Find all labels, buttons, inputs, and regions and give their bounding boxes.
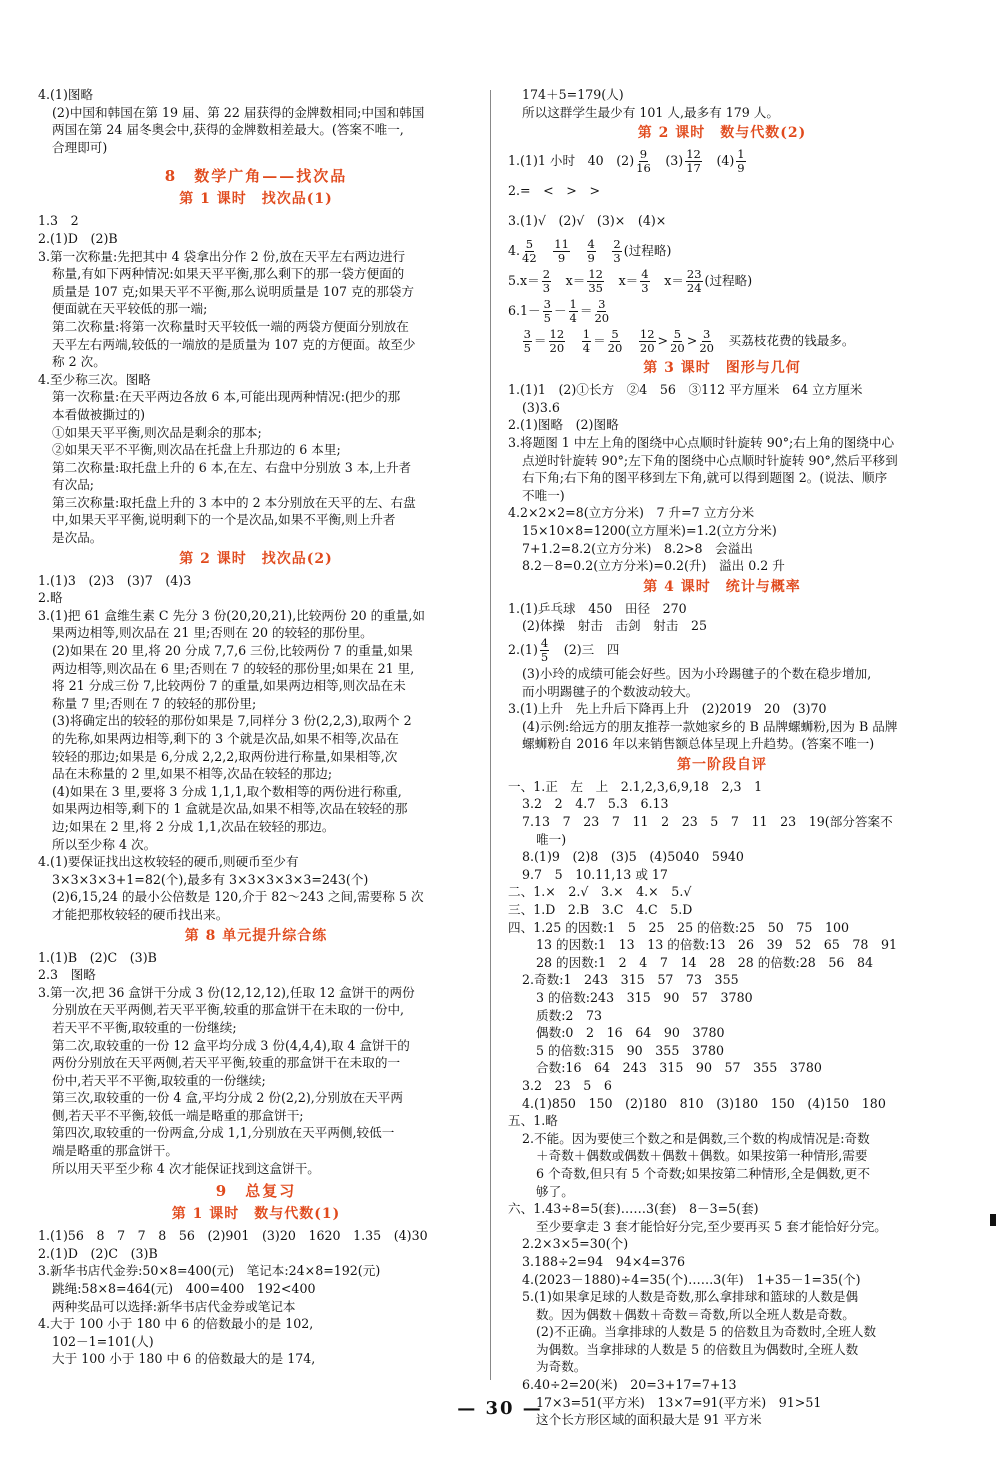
numerator: 2: [613, 237, 621, 252]
numerator: 3: [598, 297, 606, 312]
text-line: ＋奇数＋偶数或偶数＋偶数＋偶数。如果按第一种情形,需要: [536, 1148, 868, 1164]
text-line: 1.(1)1 (2)①长方 ②4 56 ③112 平方厘米 64 立方厘米: [508, 382, 863, 398]
section-heading: 第 1 课时 找次品(1): [179, 191, 333, 208]
fraction: [636, 148, 651, 175]
section-heading: 第 1 课时 数与代数(1): [171, 1206, 341, 1223]
inline-text: (过程略): [623, 243, 672, 259]
inline-text: [508, 333, 521, 348]
text-line: 3.2 23 5 6: [522, 1077, 612, 1093]
text-line: (4)如果在 3 里,要将 3 分成 1,1,1,取个数相等的两份进行称重,: [52, 783, 402, 799]
text-line: 3.(1)把 61 盒维生素 C 先分 3 份(20,20,21),比较两份 20 的重量,如: [38, 607, 425, 623]
denominator: 20: [594, 311, 610, 326]
denominator: 5: [543, 311, 551, 326]
denominator: 9: [737, 161, 745, 176]
text-line: 17×3=51(平方米) 13×7=91(平方米) 91>51: [536, 1394, 822, 1410]
fraction: [543, 298, 552, 325]
text-line: 两边相等,则次品在 6 里;否则在 7 的较轻的那份里;如果在 21 里,: [52, 660, 415, 676]
text-line: 2.(1)D (2)B: [38, 230, 118, 246]
text-line: 所以这群学生最少有 101 人,最多有 179 人。: [522, 104, 779, 120]
denominator: 4: [582, 341, 591, 356]
text-line: 4.(1)850 150 (2)180 810 (3)180 150 (4)150 180: [522, 1095, 886, 1111]
numerator: 1: [737, 147, 745, 162]
text-line: 便面就在天平较低的那一端;: [52, 301, 208, 317]
text-line: 1.(1)3 (2)3 (3)7 (4)3: [38, 572, 192, 588]
text-line: 数。因为偶数＋偶数＋奇数＝奇数,所以全班人数是奇数。: [536, 1306, 855, 1322]
text-line: 称 2 次。: [52, 354, 106, 370]
right-block-a: [508, 86, 936, 144]
denominator: 9: [587, 251, 595, 266]
numerator: 12: [549, 327, 565, 342]
inline-text: (过程略): [704, 273, 753, 289]
fraction: [686, 268, 703, 295]
fraction-row: [508, 176, 936, 206]
text-line: 2.3 图略: [38, 967, 96, 983]
numerator: 2: [542, 267, 551, 282]
inline-text: ＝: [593, 333, 606, 349]
text-line: 7+1.2=8.2(立方分米) 8.2>8 会溢出: [522, 540, 753, 556]
denominator: 17: [686, 161, 701, 176]
fraction: [685, 148, 702, 175]
inline-text: ＝: [533, 333, 547, 349]
text-line: 这个长方形区域的面积最大是 91 平方米: [536, 1412, 762, 1428]
text-line: ①如果天平平衡,则次品是剩余的那本;: [52, 424, 262, 440]
fraction-row: [508, 266, 936, 296]
inline-text: 4.: [508, 243, 521, 259]
numerator: 11: [554, 237, 569, 252]
text-line: 4.2×2×2=8(立方分米) 7 升=7 立方分米: [508, 505, 755, 521]
text-line: 而小明踢毽子的个数波动较大。: [522, 683, 699, 699]
text-line: 5.(1)如果拿足球的人数是奇数,那么拿排球和篮球的人数是偶: [522, 1289, 859, 1305]
text-line: 3 的倍数:243 315 90 57 3780: [536, 990, 753, 1005]
numerator: 1: [582, 327, 591, 342]
text-line: 3.188÷2=94 94×4=376: [522, 1253, 685, 1269]
text-line: 将 21 分成三份 7,比较两份 7 的重量,如果两边相等,则次品在未: [52, 678, 406, 694]
inline-text: x＝: [605, 273, 639, 289]
fraction-row: [508, 296, 936, 326]
text-line: 1.(1)56 8 7 7 8 56 (2)901 (3)20 1620 1.35 (4)30: [38, 1228, 428, 1244]
text-line: 13 的因数:1 13 13 的倍数:13 26 39 52 65 78 91: [536, 937, 898, 953]
fraction: [553, 238, 570, 265]
text-line: 174＋5=179(人): [522, 87, 624, 102]
fraction: [542, 268, 551, 295]
text-line: 6 个奇数,但只有 5 个奇数;如果按第二种情形,全是偶数,更不: [536, 1165, 870, 1181]
text-line: (2)体操 射击 击剑 射击 25: [522, 618, 707, 634]
text-line: 跳绳:58×8=464(元) 400=400 192<400: [52, 1281, 316, 1297]
inline-text: [539, 243, 552, 258]
text-line: 点逆时针旋转 90°;左下角的图绕中心点顺时针旋转 90°,然后平移到: [522, 452, 898, 468]
inline-text: [567, 333, 580, 348]
numerator: 9: [639, 147, 648, 162]
numerator: 5: [611, 327, 619, 342]
text-line: 天平左右两端,较低的一端放的是质量为 107 克的方便面。故至少: [52, 336, 416, 352]
denominator: 20: [670, 341, 685, 356]
text-line: 质量是 107 克;如果天平不平衡,那么说明质量是 107 克的那袋方: [52, 283, 414, 299]
text-line: (3)3.6: [522, 399, 560, 415]
text-line: 1.(1)B (2)C (3)B: [38, 949, 157, 965]
text-line: 2.奇数:1 243 315 57 73 355: [522, 972, 739, 988]
inline-text: ＝: [579, 303, 593, 319]
text-line: 边;如果在 2 里,将 2 分成 1,1,次品在较轻的那边。: [52, 818, 335, 834]
numerator: 5: [673, 327, 682, 342]
text-line: 第四次,取较重的一份两盒,分成 1,1,分别放在天平两侧,较低一: [52, 1125, 395, 1141]
text-line: 两份分别放在天平两侧,若天平平衡,较重的那盒饼干在未取的一: [52, 1055, 401, 1071]
inline-text: (3): [652, 153, 684, 169]
fraction-block: [508, 146, 936, 356]
fraction: [612, 238, 621, 265]
inline-text: (2)三 四: [551, 641, 620, 657]
inline-text: x＝: [651, 273, 684, 289]
inline-text: 买荔枝花费的钱最多。: [715, 333, 855, 349]
denominator: 16: [636, 161, 651, 176]
inline-text: [572, 243, 585, 258]
text-line: 合理即可): [52, 139, 108, 155]
column-divider: [490, 90, 491, 1380]
fraction: [587, 238, 596, 265]
text-line: (4)示例:给远方的朋友推荐一款她家乡的 B 品牌螺蛳粉,因为 B 品牌: [522, 718, 898, 734]
text-line: [38, 156, 474, 162]
text-line: 两国在第 24 届冬奥会中,获得的金牌数相差最大。(答案不唯一,: [52, 122, 404, 138]
numerator: 4: [540, 635, 549, 650]
numerator: 3: [702, 327, 711, 342]
denominator: 20: [549, 341, 565, 356]
text-line: 第二次,取较重的一份 12 盒平均分成 3 份(4,4,4),取 4 盒饼干的: [52, 1037, 410, 1053]
text-line: 较轻的那边;如果是 6,分成 2,2,2,取两份进行称量,如果相等,次: [52, 748, 398, 764]
fraction-row: [508, 206, 936, 236]
text-line: 份中,若天平不平衡,取较重的一份继续;: [52, 1072, 266, 1088]
text-line: 本看做被撕过的): [52, 406, 146, 422]
numerator: 3: [523, 327, 531, 342]
inline-text: [624, 333, 637, 348]
text-line: (3)小玲的成绩可能会好些。因为小玲踢毽子的个数在稳步增加,: [522, 665, 872, 681]
text-line: 2.2×3×5=30(个): [522, 1236, 629, 1252]
text-line: 称量 7 里;否则在 7 的较轻的那份里;: [52, 695, 257, 711]
text-line: 大于 100 小于 180 中 6 的倍数最大的是 174,: [52, 1351, 316, 1367]
text-line: 8.2－8=0.2(立方分米)=0.2(升) 溢出 0.2 升: [522, 558, 785, 574]
inline-text: >: [686, 333, 698, 349]
inline-text: >: [657, 333, 669, 349]
left-column: [38, 86, 474, 1368]
text-line: 品在未称量的 2 里,如果不相等,次品在较轻的那边;: [52, 766, 333, 782]
denominator: 3: [542, 281, 551, 296]
text-line: 够了。: [536, 1183, 574, 1199]
numerator: 12: [588, 267, 603, 282]
section-heading: 第 2 课时 找次品(2): [179, 550, 333, 567]
text-line: 分别放在天平两侧,若天平平衡,较重的那盒饼干在未取的一份中,: [52, 1002, 405, 1018]
denominator: 3: [613, 251, 621, 266]
text-line: 不唯一): [522, 487, 565, 503]
section-heading: 第 2 课时 数与代数(2): [637, 125, 807, 142]
section-heading: 第 8 单元提升综合练: [184, 927, 328, 944]
fraction: [549, 328, 566, 355]
text-line: 2.(1)D (2)C (3)B: [38, 1245, 158, 1261]
text-line: 二、1.× 2.√ 3.× 4.× 5.√: [508, 884, 692, 900]
text-line: 4.大于 100 小于 180 中 6 的倍数最小的是 102,: [38, 1316, 314, 1332]
section-heading: 9 总复习: [215, 1182, 297, 1201]
text-line: 中,如果天平平衡,说明剩下的一个是次品,如果不平衡,则上升者: [52, 512, 396, 528]
edge-mark: [990, 1214, 996, 1226]
text-line: 称量,有如下两种情况:如果天平平衡,那么剩下的那一袋方便面的: [52, 266, 405, 282]
text-line: 螺蛳粉自 2016 年以来销售额总体呈现上升趋势。(答案不唯一): [522, 736, 875, 752]
numerator: 12: [686, 147, 701, 162]
denominator: 5: [540, 649, 549, 664]
fraction: [594, 298, 609, 325]
inline-text: 6.1－: [508, 303, 541, 319]
right-block-c: [508, 665, 936, 1429]
text-line: 合数:16 64 243 315 90 57 355 3780: [536, 1060, 822, 1076]
denominator: 20: [607, 341, 623, 356]
numerator: 4: [587, 237, 595, 252]
text-line: 4.至少称三次。图略: [38, 371, 151, 387]
text-line: 第二次称量:将第一次称量时天平较低一端的两袋方便面分别放在: [52, 318, 409, 334]
text-line: 为偶数。当拿排球的人数是 5 的倍数且为偶数时,全班人数: [536, 1341, 859, 1357]
text-line: (2)6,15,24 的最小公倍数是 120,介于 82～243 之间,需要称 5 次: [52, 889, 424, 905]
text-line: 3×3×3×3+1=82(个),最多有 3×3×3×3×3=243(个): [52, 871, 369, 887]
fraction: [736, 148, 745, 175]
text-line: 第三次,取较重的一份 4 盒,平均分成 2 份(2,2),分别放在天平两: [52, 1090, 403, 1106]
fraction: [699, 328, 714, 355]
section-heading: 第 3 课时 图形与几何: [643, 360, 801, 377]
fraction: [540, 637, 549, 664]
denominator: 24: [686, 281, 702, 296]
text-line: 为奇数。: [536, 1359, 587, 1375]
denominator: 3: [641, 281, 649, 296]
numerator: 1: [569, 297, 577, 312]
right-column: [508, 86, 936, 1429]
fraction: [522, 238, 537, 265]
fraction-row: [508, 236, 936, 266]
text-line: 四、1.25 的因数:1 5 25 25 的倍数:25 50 75 100: [508, 919, 850, 935]
text-line: 质数:2 73: [536, 1007, 603, 1023]
fraction: [523, 328, 532, 355]
text-line: 至少要拿走 3 套才能恰好分完,至少要再买 5 套才能恰好分完。: [536, 1218, 887, 1234]
right-block-b: [508, 358, 936, 635]
text-line: 1.3 2: [38, 213, 79, 229]
fraction: [640, 268, 649, 295]
text-line: 唯一): [536, 831, 567, 847]
text-line: 右下角;右下角的图平移到左下角,就可以得到题图 2。(说法、顺序: [522, 470, 888, 486]
text-line: 侧,若天平不平衡,较低一端是略重的那盒饼干;: [52, 1107, 304, 1123]
denominator: 5: [523, 341, 531, 356]
denominator: 4: [569, 311, 577, 326]
fraction-row: [508, 635, 936, 665]
text-line: 6.40÷2=20(米) 20=3+17=7+13: [522, 1377, 737, 1393]
text-line: ②如果天平不平衡,则次品在托盘上升那边的 6 本里;: [52, 442, 341, 458]
text-line: 如果两边相等,剩下的 1 盒就是次品,如果不相等,次品在较轻的那: [52, 801, 408, 817]
text-line: 是次品。: [52, 530, 103, 546]
denominator: 42: [522, 251, 537, 266]
text-line: 所以至少称 4 次。: [52, 836, 157, 852]
fraction-row: [508, 146, 936, 176]
text-line: (2)如果在 20 里,将 20 分成 7,7,6 三份,比较两份 7 的重量,如果: [52, 643, 413, 659]
text-line: 才能把那枚较轻的硬币找出来。: [52, 906, 229, 922]
fraction: [587, 268, 604, 295]
text-line: (3)将确定出的较轻的那份如果是 7,同样分 3 份(2,2,3),取两个 2: [52, 713, 412, 729]
fraction: [582, 328, 591, 355]
text-line: 28 的因数:1 2 4 7 14 28 28 的倍数:28 56 84: [536, 954, 874, 970]
text-line: (2)不正确。当拿排球的人数是 5 的倍数且为奇数时,全班人数: [536, 1324, 877, 1340]
numerator: 12: [639, 327, 655, 342]
text-line: 8.(1)9 (2)8 (3)5 (4)5040 5940: [522, 849, 744, 865]
fraction: [670, 328, 685, 355]
text-line: 4.(1)要保证找出这枚较轻的硬币,则硬币至少有: [38, 854, 299, 870]
inline-text: x＝: [553, 273, 586, 289]
inline-text: 3.(1)√ (2)√ (3)× (4)×: [508, 213, 667, 229]
text-line: 第一次称量:在天平两边各放 6 本,可能出现两种情况:(把少的那: [52, 389, 401, 405]
fraction: [569, 298, 578, 325]
text-line: 4.(2023－1880)÷4=35(个)……3(年) 1+35－1=35(个): [522, 1271, 861, 1287]
text-line: 3.(1)上升 先上升后下降再上升 (2)2019 20 (3)70: [508, 701, 827, 717]
text-line: 1.(1)乒乓球 450 田径 270: [508, 600, 687, 616]
text-line: 端是略重的那盒饼干。: [52, 1143, 178, 1159]
text-line: 2.略: [38, 590, 63, 606]
text-line: 三、1.D 2.B 3.C 4.C 5.D: [508, 902, 693, 918]
inline-text: 2.(1): [508, 641, 538, 657]
text-line: 3.第一次,把 36 盒饼干分成 3 份(12,12,12),任取 12 盒饼干的两份: [38, 984, 415, 1000]
text-line: 4.(1)图略: [38, 87, 94, 102]
section-heading: 第 4 课时 统计与概率: [643, 578, 801, 595]
numerator: 5: [525, 237, 534, 252]
text-line: 有次品;: [52, 477, 95, 493]
fraction: [608, 328, 623, 355]
text-line: 9.7 5 10.11,13 或 17: [522, 866, 668, 882]
denominator: 9: [557, 251, 566, 266]
text-line: 5 的倍数:315 90 355 3780: [536, 1042, 724, 1058]
inline-text: (4): [703, 153, 735, 169]
inline-text: －: [553, 303, 567, 319]
fraction-line: [508, 635, 936, 665]
text-line: 所以用天平至少称 4 次才能保证找到这盒饼干。: [52, 1160, 320, 1176]
text-line: 15×10×8=1200(立方厘米)=1.2(立方分米): [522, 522, 777, 538]
inline-text: [598, 243, 611, 258]
text-line: 两种奖品可以选择:新华书店代金券或笔记本: [52, 1298, 296, 1314]
section-heading: 8 数学广角——找次品: [164, 167, 348, 186]
text-line: 一、1.正 左 上 2.1,2,3,6,9,18 2,3 1: [508, 778, 763, 794]
text-line: 若天平不平衡,取较重的一份继续;: [52, 1019, 237, 1035]
denominator: 20: [639, 341, 655, 356]
text-line: 3.新华书店代金券:50×8=400(元) 笔记本:24×8=192(元): [38, 1263, 381, 1279]
numerator: 23: [686, 267, 702, 282]
text-line: 3.第一次称量:先把其中 4 袋拿出分作 2 份,放在天平左右两边进行: [38, 248, 406, 264]
numerator: 3: [543, 297, 551, 312]
inline-text: 5.x＝: [508, 273, 540, 289]
text-line: 果两边相等,则次品在 21 里;否则在 20 的较轻的那份里。: [52, 625, 373, 641]
text-line: 的先称,如果两边相等,剩下的 3 个就是次品,如果不相等,次品在: [52, 731, 399, 746]
text-line: 3.2 2 4.7 5.3 6.13: [522, 796, 669, 812]
text-line: 第二次称量:取托盘上升的 6 本,在左、右盘中分别放 3 本,上升者: [52, 459, 412, 475]
numerator: 4: [641, 267, 649, 282]
text-line: 第三次称量:取托盘上升的 3 本中的 2 本分别放在天平的左、右盘: [52, 494, 416, 510]
section-heading: 第一阶段自评: [677, 756, 767, 773]
denominator: 20: [699, 341, 714, 356]
fraction: [639, 328, 656, 355]
page-number: — 30 —: [457, 1398, 543, 1419]
text-line: (2)中国和韩国在第 19 届、第 22 届获得的金牌数相同;中国和韩国: [52, 104, 425, 120]
text-line: 六、1.43÷8=5(套)……3(套) 8－3=5(套): [508, 1201, 759, 1217]
text-line: 五、1.略: [508, 1113, 558, 1129]
fraction-row: [508, 326, 936, 356]
inline-text: 2.= < > >: [508, 183, 601, 199]
text-line: 2.(1)图略 (2)图略: [508, 417, 619, 433]
text-line: 102－1=101(人): [52, 1333, 154, 1349]
text-line: 偶数:0 2 16 64 90 3780: [536, 1025, 725, 1041]
text-line: 7.13 7 23 7 11 2 23 5 7 11 23 19(部分答案不: [522, 814, 893, 830]
text-line: 2.不能。因为要使三个数之和是偶数,三个数的构成情况是:奇数: [522, 1130, 870, 1146]
inline-text: 1.(1)1 小时 40 (2): [508, 153, 635, 169]
text-line: 3.将题图 1 中左上角的图绕中心点顺时针旋转 90°;右上角的图绕中心: [508, 434, 895, 450]
denominator: 35: [588, 281, 603, 296]
